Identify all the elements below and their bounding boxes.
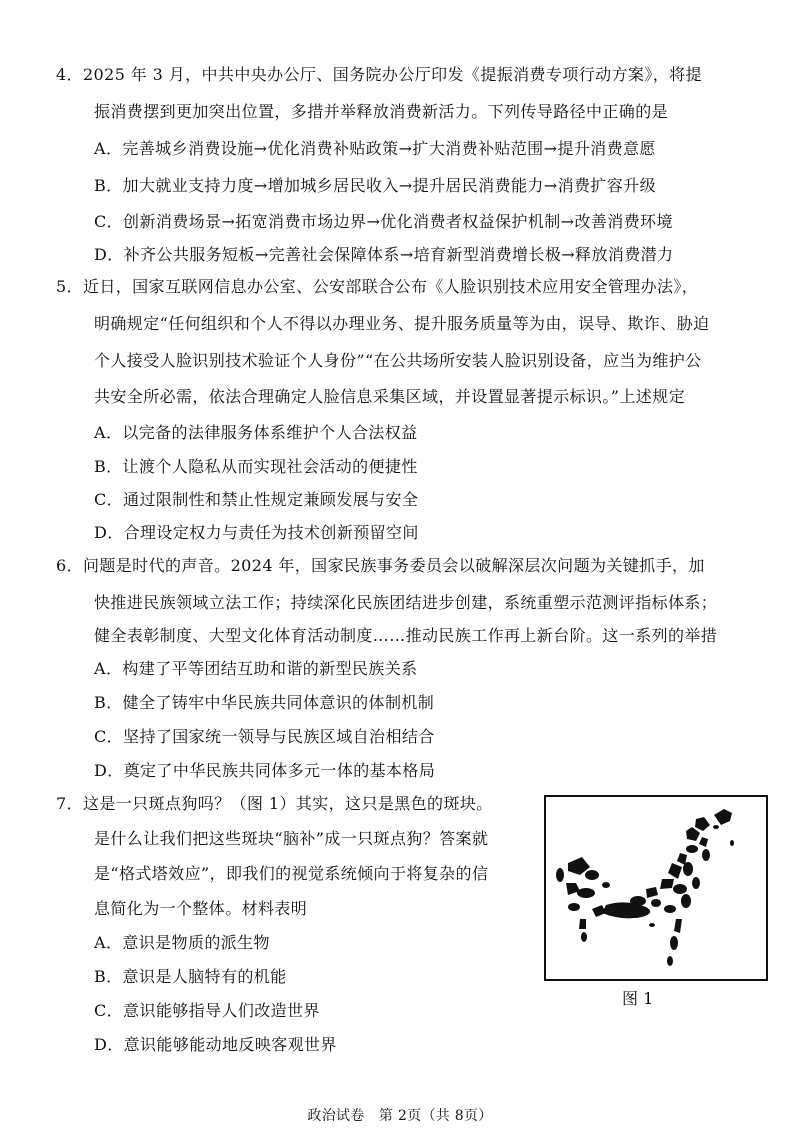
- figure-1-caption: 图 1: [622, 989, 654, 1008]
- question-5-stem-line-2: 明确规定“任何组织和个人不得以办理业务、提升服务质量等为由，误导、欺诈、胁迫: [94, 314, 710, 333]
- dalmatian-spots-image: [546, 797, 766, 979]
- question-6-option-b: B．健全了铸牢中华民族共同体意识的体制机制: [94, 693, 435, 712]
- question-4-option-d: D．补齐公共服务短板→完善社会保障体系→培育新型消费增长极→释放消费潜力: [94, 245, 674, 264]
- question-7-stem-line-3: 是“格式塔效应”，即我们的视觉系统倾向于将复杂的信: [94, 864, 489, 883]
- question-4-option-a: A．完善城乡消费设施→优化消费补贴政策→扩大消费补贴范围→提升消费意愿: [94, 139, 656, 158]
- question-5-option-c: C．通过限制性和禁止性规定兼顾发展与安全: [94, 490, 419, 509]
- question-6-stem-line-3: 健全表彰制度、大型文化体育活动制度……推动民族工作再上新台阶。这一系列的举措: [94, 626, 718, 645]
- question-5-stem-line-3: 个人接受人脸识别技术验证个人身份”“在公共场所安装人脸识别设备，应当为维护公: [94, 351, 702, 370]
- question-5-option-b: B．让渡个人隐私从而实现社会活动的便捷性: [94, 457, 418, 476]
- question-7-stem-line-2: 是什么让我们把这些斑块“脑补”成一只斑点狗？答案就: [94, 829, 489, 848]
- question-7-stem-line-1: 7．这是一只斑点狗吗？（图 1）其实，这只是黑色的斑块。: [56, 794, 493, 813]
- question-6-option-d: D．奠定了中华民族共同体多元一体的基本格局: [94, 761, 436, 780]
- question-4-option-b: B．加大就业支持力度→增加城乡居民收入→提升居民消费能力→消费扩容升级: [94, 176, 656, 195]
- question-5-stem-line-1: 5．近日，国家互联网信息办公室、公安部联合公布《人脸识别技术应用安全管理办法》，: [56, 277, 699, 296]
- question-4-stem-line-2: 振消费摆到更加突出位置，多措并举释放消费新活力。下列传导路径中正确的是: [94, 102, 669, 121]
- question-6-stem-line-2: 快推进民族领域立法工作；持续深化民族团结进步创建，系统重塑示范测评指标体系；: [94, 593, 718, 612]
- question-6-option-a: A．构建了平等团结互助和谐的新型民族关系: [94, 659, 418, 678]
- question-7-option-a: A．意识是物质的派生物: [94, 933, 270, 952]
- question-6-option-c: C．坚持了国家统一领导与民族区域自治相结合: [94, 727, 435, 746]
- figure-1-dalmatian-illusion: [544, 795, 768, 981]
- question-7-stem-line-4: 息简化为一个整体。材料表明: [94, 899, 308, 918]
- question-7-option-c: C．意识能够指导人们改造世界: [94, 1001, 320, 1020]
- question-5-option-d: D．合理设定权力与责任为技术创新预留空间: [94, 523, 419, 542]
- question-5-option-a: A．以完备的法律服务体系维护个人合法权益: [94, 423, 418, 442]
- question-4-option-c: C．创新消费场景→拓宽消费市场边界→优化消费者权益保护机制→改善消费环境: [94, 212, 673, 231]
- question-7-option-b: B．意识是人脑特有的机能: [94, 967, 287, 986]
- page-footer: 政治试卷 第 2页（共 8页）: [307, 1108, 493, 1124]
- question-6-stem-line-1: 6．问题是时代的声音。2024 年，国家民族事务委员会以破解深层次问题为关键抓手，加: [56, 556, 705, 575]
- question-5-stem-line-4: 共安全所必需，依法合理确定人脸信息采集区域，并设置显著提示标识。”上述规定: [94, 387, 685, 406]
- question-4-stem-line-1: 4．2025 年 3 月，中共中央办公厅、国务院办公厅印发《提振消费专项行动方案》，将提: [56, 65, 702, 84]
- question-7-option-d: D．意识能够能动地反映客观世界: [94, 1035, 337, 1054]
